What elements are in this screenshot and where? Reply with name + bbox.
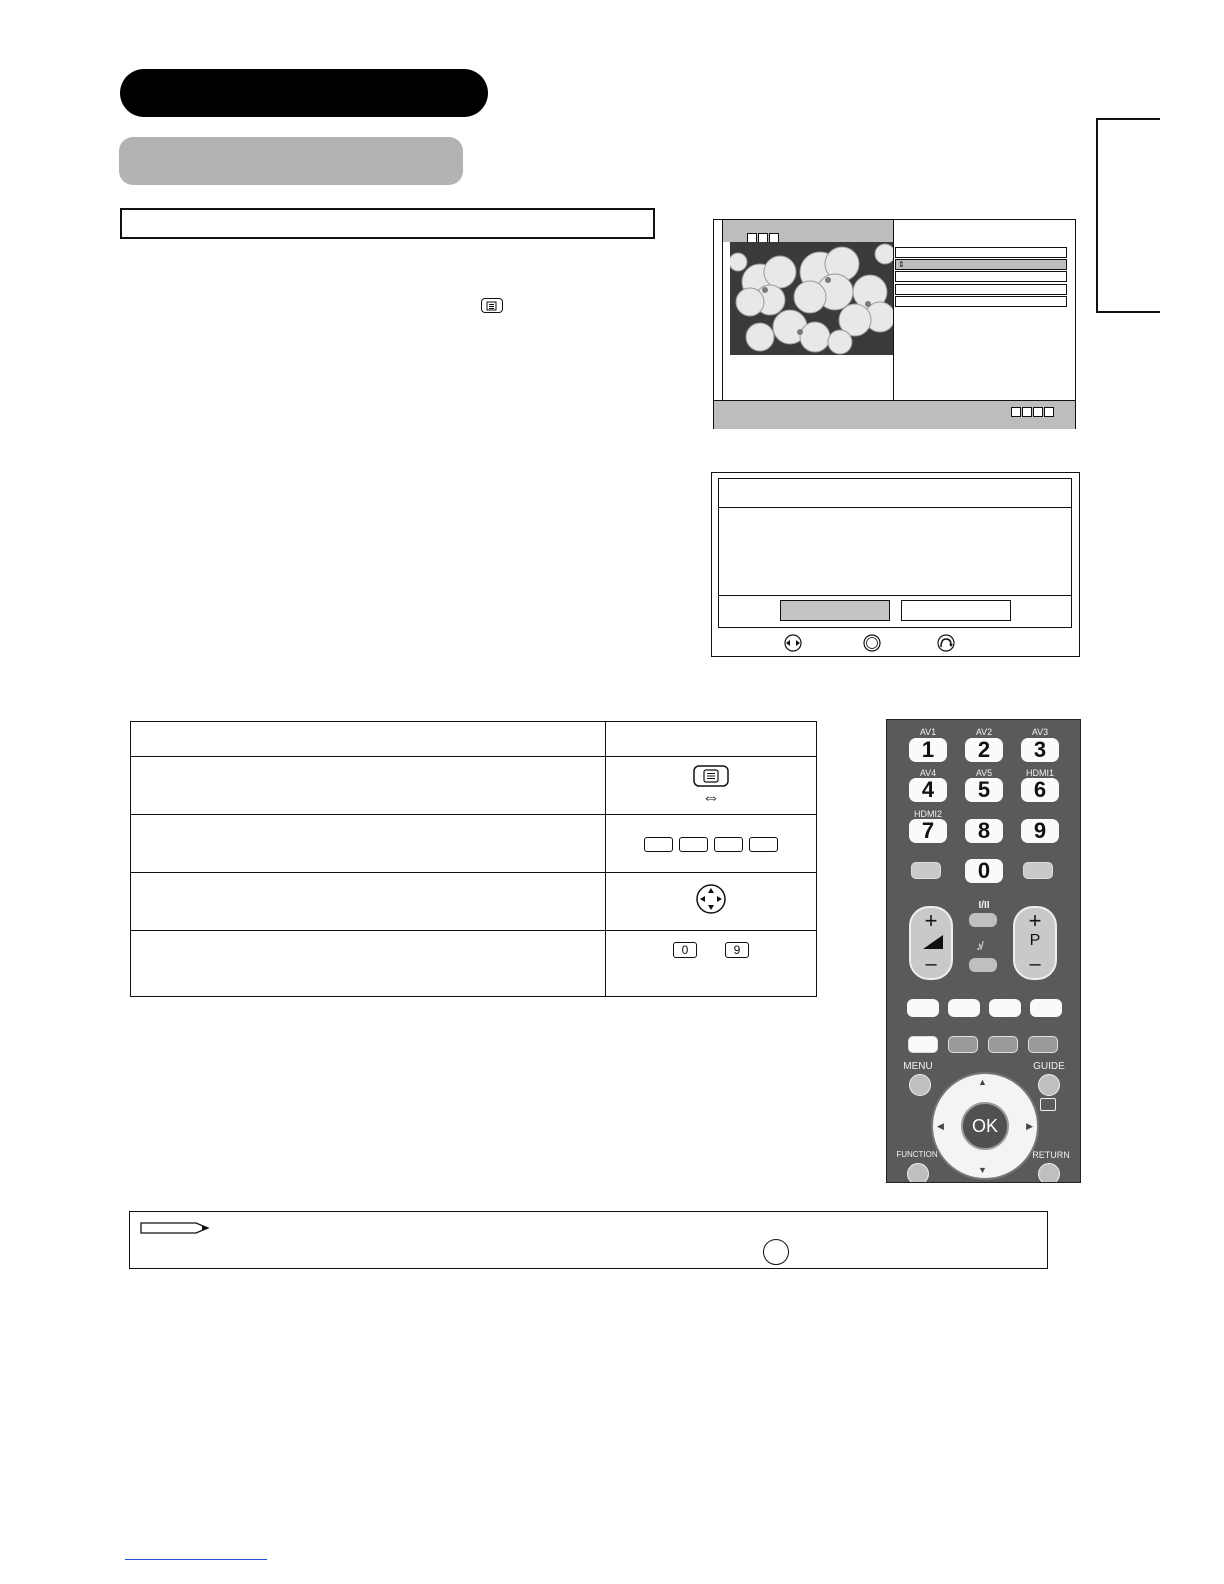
photo-thumbnail[interactable] — [730, 242, 893, 355]
arrow-up-icon: ▲ — [978, 1077, 987, 1087]
table-cell — [131, 873, 606, 931]
list-item[interactable] — [895, 296, 1067, 307]
note-box — [129, 1211, 1048, 1269]
function-button[interactable] — [907, 1163, 929, 1183]
table-row — [131, 757, 817, 815]
sort-arrows-icon: ⇕ — [898, 260, 905, 269]
key-0: 0 — [673, 942, 697, 958]
red-key — [644, 837, 673, 852]
left-right-arrows-icon — [782, 634, 804, 652]
table-cell — [606, 873, 817, 931]
av1-label: AV1 — [919, 727, 937, 737]
guide-label: GUIDE — [1033, 1061, 1065, 1072]
pane-divider — [893, 220, 894, 400]
cursor-pad-icon — [695, 883, 727, 915]
blue-button[interactable] — [1030, 999, 1062, 1017]
list-item[interactable] — [895, 271, 1067, 282]
yellow-button[interactable] — [989, 999, 1021, 1017]
colour-buttons-icon — [641, 833, 781, 853]
page-indicator-icon — [1011, 404, 1055, 422]
av3-label: AV3 — [1031, 727, 1049, 737]
aspect-button[interactable] — [1023, 862, 1053, 879]
list-item-selected[interactable] — [895, 259, 1067, 270]
number-keys-icon — [673, 939, 749, 959]
dual-sound-label: I/II — [978, 900, 990, 911]
text-hold-button[interactable] — [948, 1036, 978, 1053]
hdmi1-label: HDMI1 — [1025, 768, 1054, 778]
status-bar — [714, 400, 1075, 429]
subtitle-button[interactable] — [988, 1036, 1018, 1053]
section-header-bar — [120, 69, 488, 117]
return-label: RETURN — [1032, 1150, 1070, 1160]
thumbnail-header — [723, 220, 893, 242]
volume-up-label: + — [924, 908, 938, 933]
table-cell — [131, 931, 606, 997]
table-cell — [606, 815, 817, 873]
file-list[interactable] — [895, 247, 1067, 308]
dialog-no-button[interactable] — [901, 600, 1011, 621]
hdmi2-label: HDMI2 — [913, 809, 942, 819]
key-3-button[interactable]: 3 — [1021, 738, 1059, 762]
mute-button[interactable] — [969, 958, 997, 972]
dialog-title-row — [719, 479, 1071, 508]
programme-down-label: – — [1029, 953, 1041, 975]
av2-label: AV2 — [975, 727, 993, 737]
key-6-button[interactable]: 6 — [1021, 778, 1059, 802]
mute-icon: ♪̸ — [976, 939, 982, 953]
volume-rocker[interactable] — [909, 906, 953, 980]
confirmation-dialog — [711, 472, 1080, 657]
table-row — [131, 931, 817, 997]
table-cell — [606, 931, 817, 997]
key-9-button[interactable]: 9 — [1021, 819, 1059, 843]
key-5-button[interactable]: 5 — [965, 778, 1003, 802]
key-9: 9 — [725, 942, 749, 958]
green-key — [679, 837, 708, 852]
table-cell — [131, 815, 606, 873]
return-icon — [935, 634, 957, 652]
blue-key — [749, 837, 778, 852]
yellow-key — [714, 837, 743, 852]
green-button[interactable] — [948, 999, 980, 1017]
pencil-icon — [140, 1221, 210, 1235]
ok-icon — [861, 634, 883, 652]
table-header-cell — [606, 722, 817, 757]
key-0-button[interactable]: 0 — [965, 859, 1003, 883]
arrow-left-icon: ◀ — [937, 1121, 944, 1131]
key-8-button[interactable]: 8 — [965, 819, 1003, 843]
key-4-button[interactable]: 4 — [909, 778, 947, 802]
volume-icon — [923, 935, 943, 949]
info-icon — [1040, 1098, 1056, 1111]
av5-label: AV5 — [975, 768, 993, 778]
dual-sound-button[interactable] — [969, 913, 997, 927]
circled-mark-icon — [763, 1239, 789, 1265]
swap-channel-button[interactable] — [911, 862, 941, 879]
key-7-button[interactable]: 7 — [909, 819, 947, 843]
arrow-right-icon: ▶ — [1026, 1121, 1033, 1131]
volume-down-label: – — [925, 953, 937, 975]
key-1-button[interactable]: 1 — [909, 738, 947, 762]
table-cell — [131, 757, 606, 815]
swap-arrow-symbol: ⇔ — [702, 786, 720, 807]
programme-label: P — [1029, 932, 1041, 949]
thumbnail-info — [723, 355, 893, 400]
key-2-button[interactable]: 2 — [965, 738, 1003, 762]
table-header-cell — [131, 722, 606, 757]
list-item[interactable] — [895, 247, 1067, 258]
programme-up-label: + — [1028, 908, 1042, 933]
teletext-button[interactable] — [908, 1036, 938, 1053]
ok-button[interactable]: OK — [961, 1102, 1009, 1150]
arrow-down-icon: ▼ — [978, 1165, 987, 1175]
return-button[interactable] — [1038, 1163, 1060, 1183]
guide-button[interactable] — [1038, 1074, 1060, 1096]
function-label: FUNCTION — [896, 1150, 938, 1159]
av4-label: AV4 — [919, 768, 937, 778]
table-row — [131, 873, 817, 931]
table-header-row — [131, 722, 817, 757]
operations-table — [130, 721, 817, 997]
subsection-header-bar — [119, 137, 463, 185]
programme-rocker[interactable] — [1013, 906, 1057, 980]
menu-button[interactable] — [909, 1074, 931, 1096]
red-button[interactable] — [907, 999, 939, 1017]
table-cell — [606, 757, 817, 815]
remote-control — [886, 719, 1081, 1183]
media-browser-screen — [713, 219, 1076, 429]
scroll-bar — [714, 220, 723, 400]
menu-label: MENU — [903, 1061, 933, 1072]
navigation-ring[interactable] — [931, 1072, 1039, 1180]
teletext-button-icon — [693, 765, 729, 787]
footer-link-line — [125, 1559, 267, 1560]
text-reveal-button[interactable] — [1028, 1036, 1058, 1053]
teletext-inline-icon — [481, 298, 503, 313]
dialog-yes-button[interactable] — [780, 600, 890, 621]
topic-title-box — [120, 208, 655, 239]
chapter-side-tab — [1096, 118, 1160, 313]
dialog-button-separator — [719, 595, 1071, 597]
table-row — [131, 815, 817, 873]
list-item[interactable] — [895, 284, 1067, 295]
